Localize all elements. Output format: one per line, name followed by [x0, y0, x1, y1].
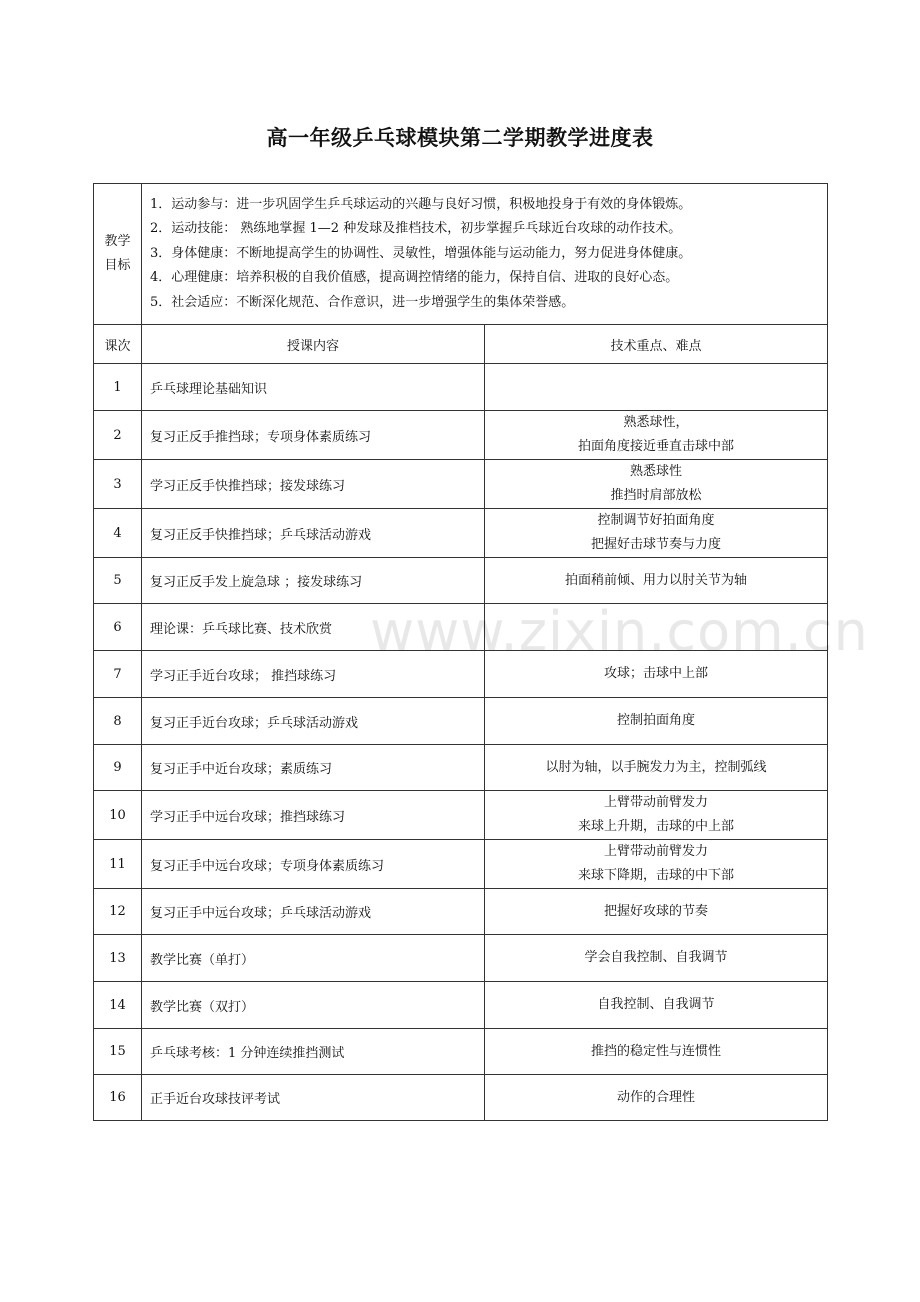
lesson-content: 正手近台攻球技评考试	[142, 1075, 485, 1121]
lesson-key-points	[485, 840, 828, 889]
lesson-row	[94, 604, 828, 651]
lesson-row	[94, 982, 828, 1029]
lesson-row	[94, 935, 828, 982]
lesson-number: 2	[94, 411, 142, 460]
lesson-key-points	[485, 982, 828, 1029]
lesson-number: 4	[94, 509, 142, 558]
goals-label-cell	[94, 184, 142, 325]
header-key-points: 技术重点、难点	[485, 325, 828, 364]
key-point-line: 自我控制、自我调节	[597, 997, 715, 1012]
key-point-line: 以肘为轴，以手腕发力为主，控制弧线	[545, 759, 767, 775]
lesson-key-points	[485, 1075, 828, 1121]
header-content: 授课内容	[142, 325, 485, 364]
key-point-line: 把握好击球节奏与力度	[590, 537, 721, 552]
key-point-line: 上臂带动前臂发力	[603, 795, 708, 810]
lesson-number: 15	[94, 1029, 142, 1075]
lesson-key-points	[485, 698, 828, 745]
lesson-row	[94, 840, 828, 889]
lesson-row	[94, 791, 828, 840]
key-point-line: 熟悉球性	[629, 464, 682, 479]
lesson-key-points	[485, 745, 828, 791]
lesson-key-points	[485, 651, 828, 698]
lesson-key-points	[485, 889, 828, 935]
header-row	[94, 325, 828, 364]
lesson-key-points	[485, 460, 828, 509]
key-point-line: 把握好攻球的节奏	[603, 903, 708, 919]
lesson-row	[94, 651, 828, 698]
lesson-content: 复习正反手快推挡球；乒乓球活动游戏	[142, 509, 485, 558]
lesson-key-points	[485, 791, 828, 840]
lesson-row	[94, 1029, 828, 1075]
lesson-row	[94, 1075, 828, 1121]
key-point-line: 控制调节好拍面角度	[597, 513, 715, 528]
lesson-number: 3	[94, 460, 142, 509]
lesson-key-points	[485, 604, 828, 651]
lesson-content: 复习正手中远台攻球；专项身体素质练习	[142, 840, 485, 889]
lesson-row	[94, 558, 828, 604]
lesson-row	[94, 698, 828, 745]
goals-row	[94, 184, 828, 325]
lesson-key-points	[485, 1029, 828, 1075]
lesson-key-points	[485, 411, 828, 460]
lesson-content: 教学比赛（双打）	[142, 982, 485, 1029]
lesson-content: 学习正反手快推挡球；接发球练习	[142, 460, 485, 509]
lesson-number: 11	[94, 840, 142, 889]
key-point-line: 推挡时肩部放松	[610, 488, 702, 503]
lesson-content: 复习正手中远台攻球；乒乓球活动游戏	[142, 889, 485, 935]
document-title: 高一年级乒乓球模块第二学期教学进度表	[266, 125, 654, 150]
lesson-key-points	[485, 364, 828, 411]
lesson-number: 10	[94, 791, 142, 840]
lesson-row	[94, 411, 828, 460]
lesson-content: 复习正反手推挡球；专项身体素质练习	[142, 411, 485, 460]
lesson-number: 16	[94, 1075, 142, 1121]
lesson-content: 乒乓球考核：1 分钟连续推挡测试	[142, 1029, 485, 1075]
lesson-number: 7	[94, 651, 142, 698]
key-point-line: 拍面稍前倾、用力以肘关节为轴	[564, 572, 747, 588]
goal-item: 5．社会适应：不断深化规范、合作意识，进一步增强学生的集体荣誉感。	[150, 294, 575, 310]
table-body	[94, 184, 828, 1121]
lesson-content: 复习正手中近台攻球；素质练习	[142, 745, 485, 791]
lesson-row	[94, 460, 828, 509]
goals-label-line1: 教学	[104, 234, 131, 249]
key-point-line: 上臂带动前臂发力	[603, 844, 708, 859]
header-lesson: 课次	[94, 325, 142, 364]
lesson-number: 6	[94, 604, 142, 651]
key-point-line: 动作的合理性	[616, 1089, 695, 1105]
key-point-line: 来球上升期，击球的中上部	[577, 819, 734, 834]
lesson-number: 13	[94, 935, 142, 982]
watermark: www.zixin.com.cn	[370, 600, 869, 663]
key-point-line: 拍面角度接近垂直击球中部	[577, 439, 734, 454]
key-point-line: 来球下降期，击球的中下部	[577, 868, 734, 883]
key-point-line: 攻球；击球中上部	[603, 666, 708, 681]
lesson-content: 学习正手近台攻球； 推挡球练习	[142, 651, 485, 698]
lesson-content: 复习正手近台攻球；乒乓球活动游戏	[142, 698, 485, 745]
lesson-row	[94, 889, 828, 935]
lesson-number: 12	[94, 889, 142, 935]
lesson-number: 5	[94, 558, 142, 604]
teaching-plan-table	[93, 183, 828, 1121]
lesson-key-points	[485, 509, 828, 558]
lesson-number: 9	[94, 745, 142, 791]
goal-item: 4．心理健康：培养积极的自我价值感，提高调控情绪的能力，保持自信、进取的良好心态。	[150, 270, 679, 286]
lesson-row	[94, 745, 828, 791]
lesson-key-points	[485, 558, 828, 604]
goal-item: 2．运动技能： 熟练地掌握 1—2 种发球及推档技术，初步掌握乒乓球近台攻球的动作技术。	[150, 221, 682, 237]
key-point-line: 学会自我控制、自我调节	[584, 950, 728, 965]
lesson-number: 1	[94, 364, 142, 411]
goal-item: 3．身体健康：不断地提高学生的协调性、灵敏性，增强体能与运动能力，努力促进身体健康。	[150, 245, 692, 261]
lesson-row	[94, 509, 828, 558]
lesson-content: 复习正反手发上旋急球 ；接发球练习	[142, 558, 485, 604]
lesson-content: 理论课：乒乓球比赛、技术欣赏	[142, 604, 485, 651]
key-point-line: 熟悉球性，	[623, 415, 689, 430]
lesson-content: 乒乓球理论基础知识	[142, 364, 485, 411]
key-point-line: 推挡的稳定性与连惯性	[590, 1043, 721, 1059]
lesson-content: 教学比赛（单打）	[142, 935, 485, 982]
lesson-key-points	[485, 935, 828, 982]
goals-cell	[142, 184, 828, 325]
goals-label-line2: 目标	[104, 258, 131, 273]
key-point-line: 控制拍面角度	[616, 713, 695, 728]
lesson-number: 8	[94, 698, 142, 745]
lesson-row	[94, 364, 828, 411]
goal-item: 1．运动参与：进一步巩固学生乒乓球运动的兴趣与良好习惯，积极地投身于有效的身体锻炼。	[150, 196, 692, 212]
lesson-number: 14	[94, 982, 142, 1029]
lesson-content: 学习正手中远台攻球；推挡球练习	[142, 791, 485, 840]
